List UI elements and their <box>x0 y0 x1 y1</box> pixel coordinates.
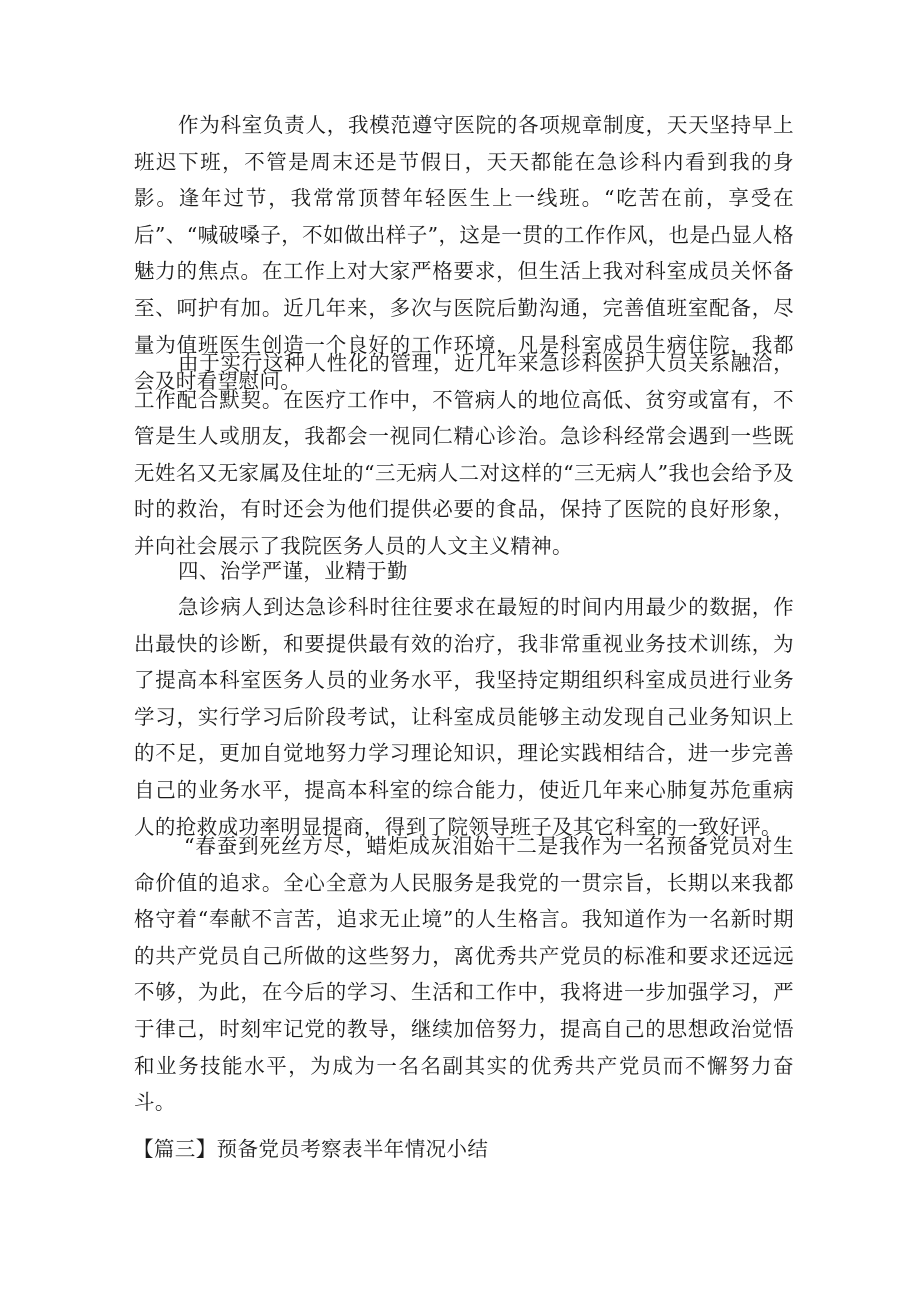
paragraph-rigorous-study: 急诊病人到达急诊科时往往要求在最短的时间内用最少的数据，作出最快的诊断，和要提供最有效的治疗，我非常重视业务技术训练，为了提高本科室医务人员的业务水平，我坚持定期组织科室成员进行业务学习，实行学习后阶段考试，让科室成员能够主动发现自己业务知识上的不足，更加自觉地努力学习理论知识，理论实践相结合，进一步完善自己的业务水平，提高本科室的综合能力，使近几年来心肺复苏危重病人的抢救成功率明显提商，得到了院领导班子及其它科室的一致好评。 <box>134 595 794 839</box>
paragraph-humane-management: 由于实行这种人性化的管理，近几年来急诊科医护人员关系融洽，工作配合默契。在医疗工作中，不管病人的地位高低、贫穷或富有，不管是生人或朋友，我都会一视同仁精心诊治。急诊科经常会遇到一些既无姓名又无家属及住址的“三无病人二对这样的“三无病人”我也会给予及时的救治，有时还会为他们提供必要的食品，保持了医院的良好形象，并向社会展示了我院医务人员的人文主义精神。 <box>134 351 794 558</box>
section-heading-four: 四、治学严谨，业精于勤 <box>178 559 408 583</box>
section-title-part-three: 【篇三】预备党员考察表半年情况小结 <box>133 1137 489 1161</box>
paragraph-department-head: 作为科室负责人，我模范遵守医院的各项规章制度，天天坚持早上班迟下班，不管是周末还是节假日，天天都能在急诊科内看到我的身影。逢年过节，我常常顶替年轻医生上一线班。“吃苦在前，享受在后”、“喊破嗓子，不如做出样子”，这是一贯的工作作风，也是凸显人格魅力的焦点。在工作上对大家严格要求，但生活上我对科室成员关怀备至、呵护有加。近几年来，多次与医院后勤沟通，完善值班室配备，尽量为值班医生创造一个良好的工作环境，凡是科室成员生病住院，我都会及时看望慰问。 <box>134 113 794 394</box>
paragraph-party-member-pursuit: “春蚕到死丝方尽，蜡炬成灰泪始干二是我作为一名预备党员对生命价值的追求。全心全意为人民服务是我党的一贯宗旨，长期以来我都格守着“奉献不言苦，追求无止境”的人生格言。我知道作为一名新时期的共产党员自己所做的这些努力，离优秀共产党员的标准和要求还远远不够，为此，在今后的学习、生活和工作中，我将进一步加强学习，严于律己，时刻牢记党的教导，继续加倍努力，提高自己的思想政治觉悟和业务技能水平，为成为一名名副其实的优秀共产党员而不懈努力奋斗。 <box>134 834 794 1115</box>
